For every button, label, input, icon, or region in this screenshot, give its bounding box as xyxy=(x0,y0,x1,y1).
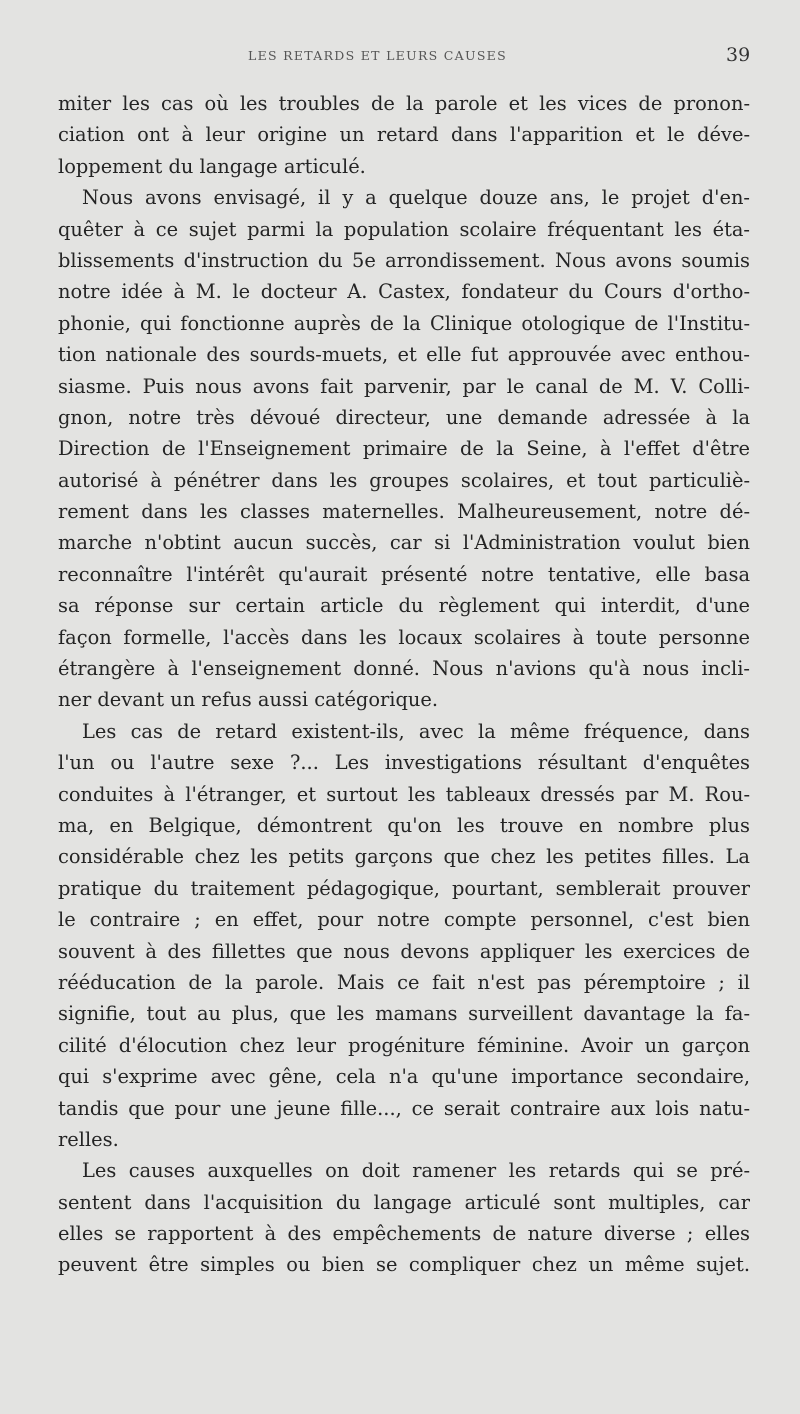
text-line: notre idée à M. le docteur A. Castex, fondateur du Cours d'ortho- xyxy=(58,280,750,304)
text-line: sa réponse sur certain article du règlement qui interdit, d'une xyxy=(58,594,750,618)
text-line: signifie, tout au plus, que les mamans surveillent davantage la fa- xyxy=(58,1002,750,1026)
text-line: Direction de l'Enseignement primaire de la Seine, à l'effet d'être xyxy=(58,437,750,461)
text-line: phonie, qui fonctionne auprès de la Clinique otologique de l'Institu- xyxy=(58,311,750,335)
text-line: miter les cas où les troubles de la parole et les vices de pronon- xyxy=(58,92,750,115)
text-line: quêter à ce sujet parmi la population scolaire fréquentant les éta- xyxy=(58,217,750,241)
text-line: marche n'obtint aucun succès, car si l'Administration voulut bien xyxy=(58,531,750,555)
text-line: le contraire ; en effet, pour notre compte personnel, c'est bien xyxy=(58,908,750,932)
text-line: blissements d'instruction du 5e arrondissement. Nous avons soumis xyxy=(58,248,750,272)
text-line: souvent à des fillettes que nous devons appliquer les exercices de xyxy=(58,939,750,963)
text-line: Les causes auxquelles on doit ramener les retards qui se pré- xyxy=(82,1159,750,1183)
text-line: considérable chez les petits garçons que chez les petites filles. La xyxy=(58,845,750,869)
text-line: gnon, notre très dévoué directeur, une demande adressée à la xyxy=(58,405,750,429)
text-line: qui s'exprime avec gêne, cela n'a qu'une importance secondaire, xyxy=(58,1065,750,1089)
text-line: cilité d'élocution chez leur progéniture féminine. Avoir un garçon xyxy=(58,1033,750,1057)
page-number: 39 xyxy=(726,44,751,66)
running-head: LES RETARDS ET LEURS CAUSES xyxy=(248,48,507,63)
text-line: étrangère à l'enseignement donné. Nous n'avions qu'à nous incli- xyxy=(58,657,750,681)
text-line: tandis que pour une jeune fille..., ce serait contraire aux lois natu- xyxy=(58,1096,750,1120)
text-line: Les cas de retard existent-ils, avec la même fréquence, dans xyxy=(82,719,750,743)
text-line: siasme. Puis nous avons fait parvenir, par le canal de M. V. Colli- xyxy=(58,374,750,398)
text-line: sentent dans l'acquisition du langage articulé sont multiples, car xyxy=(58,1190,750,1214)
text-line: peuvent être simples ou bien se compliquer chez un même sujet. xyxy=(58,1253,750,1277)
text-line: elles se rapportent à des empêchements de nature diverse ; elles xyxy=(58,1222,750,1246)
text-line: relles. xyxy=(58,1127,119,1151)
text-line: rééducation de la parole. Mais ce fait n'est pas péremptoire ; il xyxy=(58,970,750,994)
text-line: loppement du langage articulé. xyxy=(58,154,366,178)
text-line: tion nationale des sourds-muets, et elle fut approuvée avec enthou- xyxy=(58,343,750,367)
text-line: pratique du traitement pédagogique, pourtant, semblerait prouver xyxy=(58,876,750,900)
text-line: ma, en Belgique, démontrent qu'on les trouve en nombre plus xyxy=(58,813,750,837)
text-line: conduites à l'étranger, et surtout les tableaux dressés par M. Rou- xyxy=(58,782,750,806)
text-line: reconnaître l'intérêt qu'aurait présenté notre tentative, elle basa xyxy=(58,562,750,586)
text-line: ner devant un refus aussi catégorique. xyxy=(58,688,439,712)
body-text xyxy=(58,88,750,1281)
text-line: Nous avons envisagé, il y a quelque douze ans, le projet d'en- xyxy=(82,186,750,210)
text-line: autorisé à pénétrer dans les groupes scolaires, et tout particuliè- xyxy=(58,468,750,492)
text-line: ciation ont à leur origine un retard dans l'apparition et le déve- xyxy=(58,123,750,147)
text-line: l'un ou l'autre sexe ?... Les investigations résultant d'enquêtes xyxy=(58,751,750,775)
text-line: rement dans les classes maternelles. Malheureusement, notre dé- xyxy=(58,500,750,524)
text-line: façon formelle, l'accès dans les locaux scolaires à toute personne xyxy=(58,625,750,649)
